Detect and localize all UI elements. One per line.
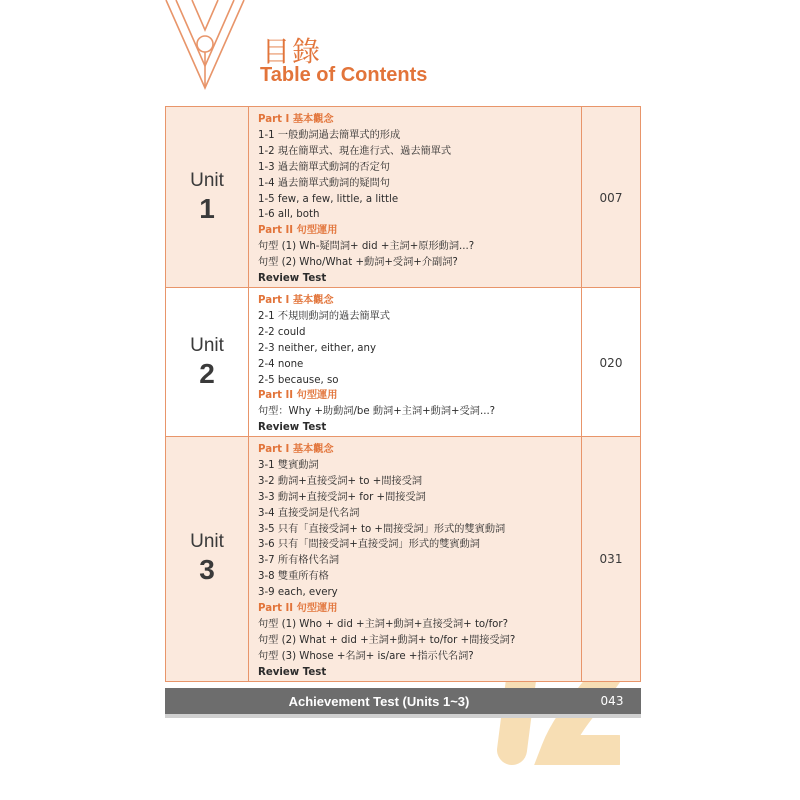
achievement-test-bar[interactable] [165, 688, 641, 714]
unit-row-2[interactable] [165, 287, 641, 438]
part-heading: Part II 句型運用 [258, 603, 338, 615]
review-test-item[interactable]: Review Test [258, 422, 327, 434]
topic-item[interactable]: 句型 (1) Who + did +主詞+動詞+直接受詞+ to/for? [258, 618, 509, 630]
part-heading: Part I 基本觀念 [258, 444, 334, 455]
topic-item[interactable]: 1-1 一般動詞過去簡單式的形成 [258, 129, 401, 141]
topic-item[interactable]: 3-4 直接受詞是代名詞 [258, 507, 360, 519]
part-heading: Part II 句型運用 [258, 390, 338, 402]
unit-word: Unit [190, 334, 224, 356]
topic-item[interactable]: 3-2 動詞+直接受詞+ to +間接受詞 [258, 475, 423, 487]
topic-item[interactable]: 3-7 所有格代名詞 [258, 555, 340, 567]
topic-item[interactable]: 1-4 過去簡單式動詞的疑問句 [258, 177, 390, 189]
unit-label-cell [166, 107, 249, 288]
unit-number: 1 [199, 192, 215, 224]
unit-label-cell [166, 288, 249, 437]
topic-item[interactable]: 2-1 不規則動詞的過去簡單式 [258, 310, 390, 322]
topic-item[interactable]: 3-9 each, every [258, 587, 338, 599]
topic-item[interactable]: 句型 (1) Wh-疑問詞+ did +主詞+原形動詞...? [258, 241, 475, 253]
fountain-pen-nib-icon [162, 0, 248, 92]
unit-number: 2 [199, 357, 215, 389]
unit-contents [249, 107, 582, 288]
topic-item[interactable]: 句型 (2) Who/What +動詞+受詞+介副詞? [258, 257, 458, 269]
unit-label-cell [166, 437, 249, 681]
topic-item[interactable]: 3-5 只有「直接受詞+ to +間接受詞」形式的雙賓動詞 [258, 523, 506, 535]
page-number: 031 [599, 552, 623, 566]
unit-contents [249, 437, 582, 681]
unit-word: Unit [190, 169, 224, 191]
topic-item[interactable]: 2-2 could [258, 326, 306, 338]
topic-item[interactable]: 3-3 動詞+直接受詞+ for +間接受詞 [258, 491, 426, 503]
review-test-item[interactable]: Review Test [258, 273, 327, 285]
topic-item[interactable]: 1-5 few, a few, little, a little [258, 193, 399, 205]
unit-number: 3 [199, 554, 215, 585]
review-test-item[interactable]: Review Test [258, 666, 327, 678]
part-heading: Part I 基本觀念 [258, 114, 334, 125]
part-heading: Part II 句型運用 [258, 225, 338, 237]
unit-word: Unit [190, 531, 224, 552]
unit-row-3[interactable] [165, 436, 641, 682]
topic-item[interactable]: 1-6 all, both [258, 209, 320, 221]
page-title-english: Table of Contents [260, 64, 428, 86]
unit-row-1[interactable] [165, 106, 641, 289]
page-title-chinese: 目錄 [262, 35, 323, 68]
topic-item[interactable]: 3-8 雙重所有格 [258, 571, 329, 583]
topic-item[interactable]: 2-4 none [258, 358, 304, 370]
topic-item[interactable]: 3-6 只有「間接受詞+直接受詞」形式的雙賓動詞 [258, 539, 480, 551]
unit-contents [249, 288, 582, 437]
topic-item[interactable]: 句型：Why +助動詞/be 動詞+主詞+動詞+受詞...? [258, 406, 496, 418]
achievement-bar-shadow [165, 714, 641, 718]
achievement-page-number: 043 [600, 694, 624, 708]
topic-item[interactable]: 1-3 過去簡單式動詞的否定句 [258, 161, 390, 173]
topic-item[interactable]: 句型 (3) Whose +名詞+ is/are +指示代名詞? [258, 650, 474, 662]
topic-item[interactable]: 2-3 neither, either, any [258, 342, 377, 354]
page-number: 007 [599, 190, 623, 205]
topic-item[interactable]: 2-5 because, so [258, 374, 339, 386]
topic-item[interactable]: 句型 (2) What + did +主詞+動詞+ to/for +間接受詞? [258, 634, 516, 646]
part-heading: Part I 基本觀念 [258, 295, 334, 306]
topic-item[interactable]: 1-2 現在簡單式、現在進行式、過去簡單式 [258, 145, 452, 157]
topic-item[interactable]: 3-1 雙賓動詞 [258, 459, 319, 471]
achievement-test-label: Achievement Test (Units 1~3) [288, 693, 470, 709]
page-number: 020 [599, 355, 623, 370]
